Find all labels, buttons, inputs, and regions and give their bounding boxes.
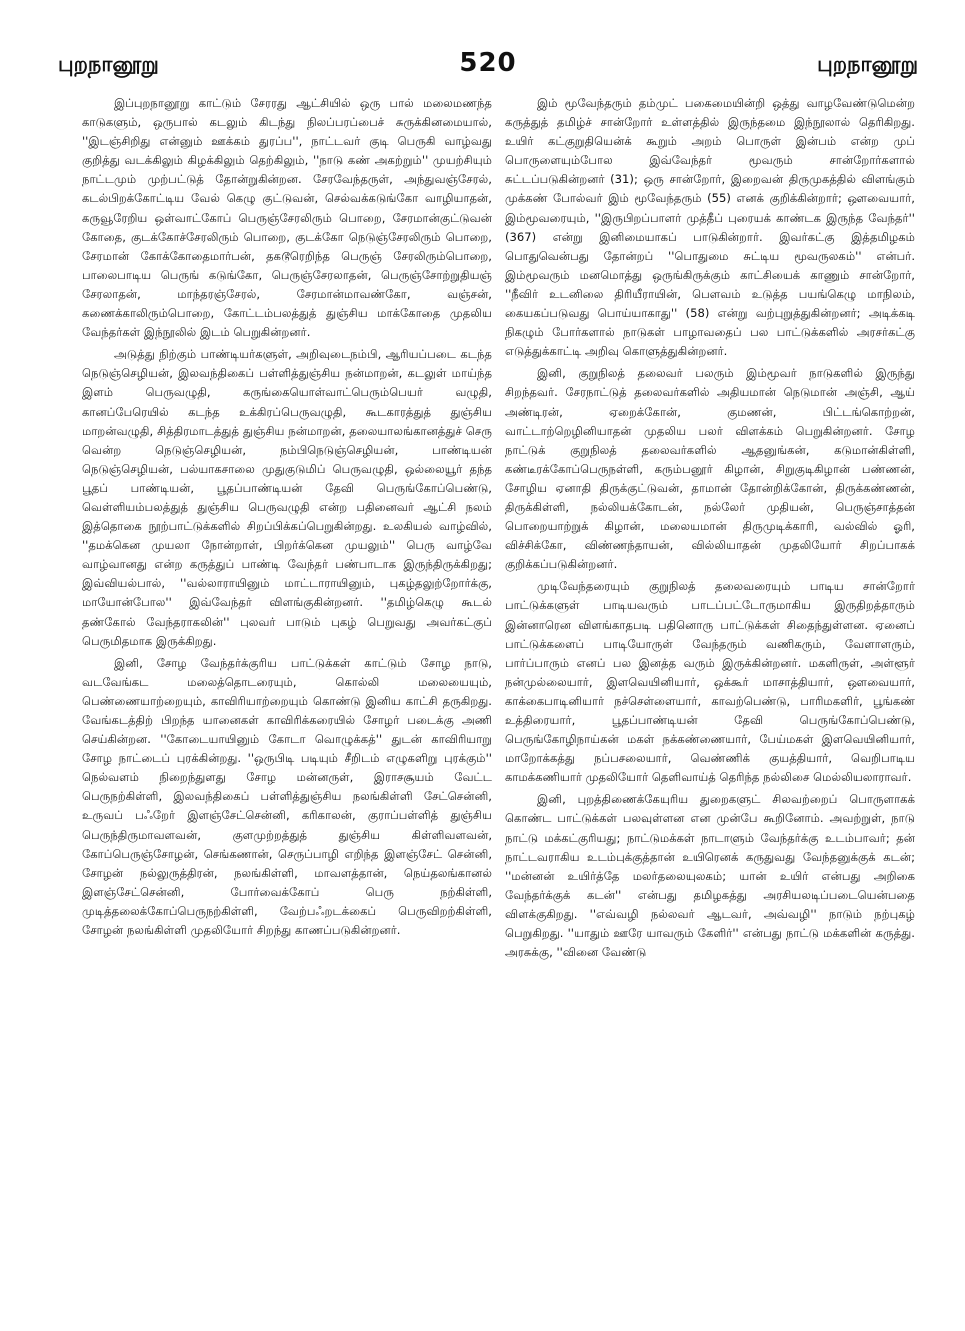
paragraph: இனி, குறுநிலத் தலைவர் பலரும் இம்மூவர் நாடுகளில் இருந்து சிறந்தவர். சேரநாட்டுத் தலைவர்களில் அதியமான் நெடுமான் அஞ்சி, ஆய் அண்டிரன், ஏறைக்கோன், குமணன், பிட்டங்கொற்றன், வாட்டாற்றெழினியாதன் முதலிய பலர் விளக்கம் பெறுகின்றனர். சோழ நாட்டுக் குறுநிலத் தலைவர்களில் ஆதனுங்கன், கடுமான்கிள்ளி, கண்டீரக்கோப்பெருநள்ளி, கரும்பனூர் கிழான், சிறுகுடிகிழான் பண்ணன், சோழிய ஏனாதி திருக்குட்டுவன், தாமான் தோன்றிக்கோன், திருக்கண்ணன், திருக்கிள்ளி, நல்லியக்கோடன், நல்லேர் முதியன், பெருஞ்சாத்தன் பொறையாற்றுக் கிழான், மலையமான் திருமுடிக்காரி, வல்வில் ஓரி, விச்சிக்கோ, விண்ணந்தாயன், வில்லியாதன் முதலியோர் சிறப்பாகக் குறிக்கப்படுகின்றனர். [505,366,915,572]
paragraph: இனி, சோழ வேந்தர்க்குரிய பாட்டுக்கள் காட்டும் சோழ நாடு, வடவேங்கட மலைத்தொடரையும், கொல்லி மலையையும், பெண்ணையாற்றையும், காவிரியாற்றையும் கொண்டு இனிய காட்சி தருகிறது. வேங்கடத்திற் பிறந்த யானைகள் காவிரிக்கரையில் சோழர் படைக்கு அணி செய்கின்றன. ''கோடையாயினும் கோடா வொழுக்கத்'' துடன் காவிரியாறு சோழ நாட்டைப் புரக்கின்றது. ''ஒருபிடி படியும் சீறிடம் எழுகளிறு புரக்கும்'' நெல்வளம் நிறைந்துளது சோழ மன்னருள், இராசசூயம் வேட்ட பெருநற்கிள்ளி, இலவந்திகைப் பள்ளித்துஞ்சிய நலங்கிள்ளி சேட்சென்னி, உருவப் பஃறேர் இளஞ்சேட்சென்னி, கரிகாலன், குராப்பள்ளித் துஞ்சிய பெருந்திருமாவளவன், குளமுற்றத்துத் துஞ்சிய கிள்ளிவளவன், கோப்பெருஞ்சோழன், செங்கணான், செருப்பாழி எறிந்த இளஞ்சேட் சென்னி, சோழன் நல்லுருத்திரன், நலங்கிள்ளி, மாவளத்தான், நெய்தலங்கானல் இளஞ்சேட்சென்னி, போர்வைக்கோப் பெரு நற்கிள்ளி, முடித்தலைக்கோப்பெருநற்கிள்ளி, வேற்பஃறடக்கைப் பெருவிறற்கிள்ளி, சோழன் நலங்கிள்ளி முதலியோர் சிறந்து காணப்படுகின்றனர். [82,655,492,938]
running-title-left: புறநானூறு [58,52,159,76]
paragraph: இனி, புறத்திணைக்கேயுரிய துறைகளுட் சிலவற்றைப் பொருளாகக் கொண்ட பாட்டுக்கள் பலவுள்ளன என முன்பே கூறினோம். அவற்றுள், நாடு நாட்டு மக்கட்குரியது; நாட்டுமக்கள் நாடாளும் வேந்தர்க்கு உடம்பாவர்; தன் நாட்டவராகிய உடம்புக்குத்தான் உயிரெனக் கருதுவது வேந்தனுக்குக் கடன்; ''மன்னன் உயிர்த்தே மலர்தலையுலகம்; யான் உயிர் என்பது அறிகை வேந்தர்க்குக் கடன்'' என்பது தமிழகத்து அரசியலடிப்படையென்பதை விளக்குகிறது. ''எவ்வழி நல்லவர் ஆடவர், அவ்வழி'' நாடும் நற்புகழ் பெறுகிறது. ''யாதும் ஊரே யாவரும் கேளிர்'' என்பது நாட்டு மக்களின் கருத்து. அரசுக்கு, ''வினை வேண்டு [505,792,915,960]
left-column [82,94,492,1294]
running-title-right: புறநானூறு [817,52,918,76]
paragraph: இப்புறநானூறு காட்டும் சேரரது ஆட்சியில் ஒரு பால் மலைமணந்த காடுகளும், ஒருபால் கடலும் கிடந்து நிலப்பரப்பைச் சுருக்கினமையால், ''இடஞ்சிறிது என்னும் ஊக்கம் துரப்ப'', நாட்டவர் குடி பெருகி வாழ்வது குறித்து வடக்கிலும் கிழக்கிலும் தெற்கிலும், ''நாடு கண் அகற்றும்'' முயற்சியும் நாட்டமும் முற்பட்டுத் தோன்றுகின்றன. சேரவேந்தருள், அந்துவஞ்சேரல், கடல்பிறக்கோட்டிய வேல் கெழு குட்டுவன், செல்வக்கடுங்கோ வாழியாதன், கருவூரேறிய ஒள்வாட்கோப் பெருஞ்சேரலிரும் பொறை, சேரமான்குட்டுவன் கோதை, குடக்கோச்சேரலிரும் பொறை, குடக்கோ நெடுஞ்சேரலிரும் பொறை, சேரமான் கோக்கோதைமார்பன், தகடூரெறிந்த பெருஞ் சேரலிரும்பொறை, பாலைபாடிய பெருங் கடுங்கோ, பெருஞ்சேரலாதன், பெருஞ்சோற்றுதியஞ் சேரலாதன், மாந்தரஞ்சேரல், சேரமான்மாவண்கோ, வஞ்சன், கணைக்காலிரும்பொறை, கோட்டம்பலத்துத் துஞ்சிய மாக்கோதை முதலிய வேந்தர்கள் இந்நூலில் இடம் பெறுகின்றனர். [82,96,492,340]
paragraph: அடுத்து நிற்கும் பாண்டியர்களுள், அறிவுடைநம்பி, ஆரியப்படை கடந்த நெடுஞ்செழியன், இலவந்திகைப் பள்ளித்துஞ்சிய நன்மாறன், கடலுள் மாய்ந்த இளம் பெருவழுதி, கருங்கையொள்வாட்பெரும்பெயர் வழுதி, கானப்பேரெயில் கடந்த உக்கிரப்பெருவழுதி, கூடகாரத்துத் துஞ்சிய மாறன்வழுதி, சித்திரமாடத்துத் துஞ்சிய நன்மாறன், தலையாலங்கானத்துச் செரு வென்ற நெடுஞ்செழியன், நம்பிநெடுஞ்செழியன், பாண்டியன் நெடுஞ்செழியன், பல்யாகசாலை முதுகுடுமிப் பெருவழுதி, ஒல்லையூர் தந்த பூதப் பாண்டியன், பூதப்பாண்டியன் தேவி பெருங்கோப்பெண்டு, வெள்ளியம்பலத்துத் துஞ்சிய பெருவழுதி என்ற பதினைவர் ஆட்சி நலம் இத்தொகை நூற்பாட்டுக்களில் சிறப்பிக்கப்பெறுகின்றது. உலகியல் வாழ்வில், ''தமக்கென முயலா நோன்றாள், பிறர்க்கென முயலும்'' பெரு வாழ்வே வாழ்வானது என்ற கருத்துப் பாண்டி வேந்தர் பண்பாடாக இருந்திருக்கிறது; இவ்வியல்பால், ''வல்லாராயினும் மாட்டாராயினும், புகழ்தலுற்றோர்க்கு, மாயோன்போல'' இவ்வேந்தர் விளங்குகின்றனர். ''தமிழ்கெழு கூடல் தண்கோல் வேந்தராகலின்'' புலவர் பாடும் புகழ் பெறுவது அவர்கட்குப் பெருமிதமாக இருக்கிறது. [82,347,492,648]
paragraph: இம் மூவேந்தரும் தம்முட் பகைமையின்றி ஒத்து வாழவேண்டுமென்ற கருத்துத் தமிழ்ச் சான்றோர் உள்ளத்தில் இருந்தமை இந்நூலால் தெரிகிறது. உயிர் கட்குறுதியென்க் கூறும் அறம் பொருள் இன்பம் என்ற முப் பொருளையும்போல இவ்வேந்தர் மூவரும் சான்றோர்களால் சுட்டப்படுகின்றனர் (31); ஒரு சான்றோர், இறைவன் திருமுகத்தில் விளங்கும் முக்கண் போல்வர் இம் மூவேந்தரும் (55) எனக் குறிக்கின்றார்; ஔவையார், இம்மூவரையும், ''இருபிறப்பாளர் முத்தீப் புரையக் காண்டக இருந்த வேந்தர்'' (367) என்று இனிமையாகப் பாடுகின்றார். இவர்கட்கு இத்தமிழகம் பொதுவென்பது தோன்றப் ''பொதுமை சுட்டிய மூவருலகம்'' என்பர். இம்மூவரும் மனமொத்து ஒருங்கிருக்கும் காட்சியைக் காணும் சான்றோர், ''நீவிர் உடனிலை திரியீராயின், பௌவம் உடுத்த பயங்கெழு மாநிலம், கையகப்படுவது பொய்யாகாது'' (58) என்று வற்புறுத்துகின்றனர்; அடிக்கடி நிகழும் போர்களால் நாடுகள் பாழாவதைப் பல பாட்டுக்களில் அரசர்கட்கு எடுத்துக்காட்டி அறிவு கொளுத்துகின்றனர். [505,96,915,359]
right-column [505,94,915,1294]
page-header [58,48,918,92]
page-number: 520 [459,48,517,78]
paragraph: முடிவேந்தரையும் குறுநிலத் தலைவரையும் பாடிய சான்றோர் பாட்டுக்களுள் பாடியவரும் பாடப்பட்டோருமாகிய இருதிறத்தாரும் இன்னாரென விளங்காதபடி பதினொரு பாட்டுக்கள் சிதைந்துள்ளன. ஏனைப் பாட்டுக்களைப் பாடியோருள் வேந்தரும் வணிகரும், வேளாளரும், பார்ப்பாரும் எனப் பல இனத்த வரும் இருக்கின்றனர். மகளிருள், அள்ளூர் நன்முல்லையார், இளவெயினியார், ஒக்கூர் மாசாத்தியார், ஔவையார், காக்கைபாடினியார் நச்செள்ளையார், காவற்பெண்டு, பாரிமகளிர், பூங்கண் உத்திரையார், பூதப்பாண்டியன் தேவி பெருங்கோப்பெண்டு, பெருங்கோழிநாய்கன் மகள் நக்கண்ணையார், பேய்மகள் இளவெயினியார், மாறோக்கத்து நப்பசலையார், வெண்ணிக் குயத்தியார், வெறிபாடிய காமக்கணியார் முதலியோர் தெளிவாய்த் தெரிந்த நல்லிசை மெல்லியலாராவர். [505,579,915,785]
